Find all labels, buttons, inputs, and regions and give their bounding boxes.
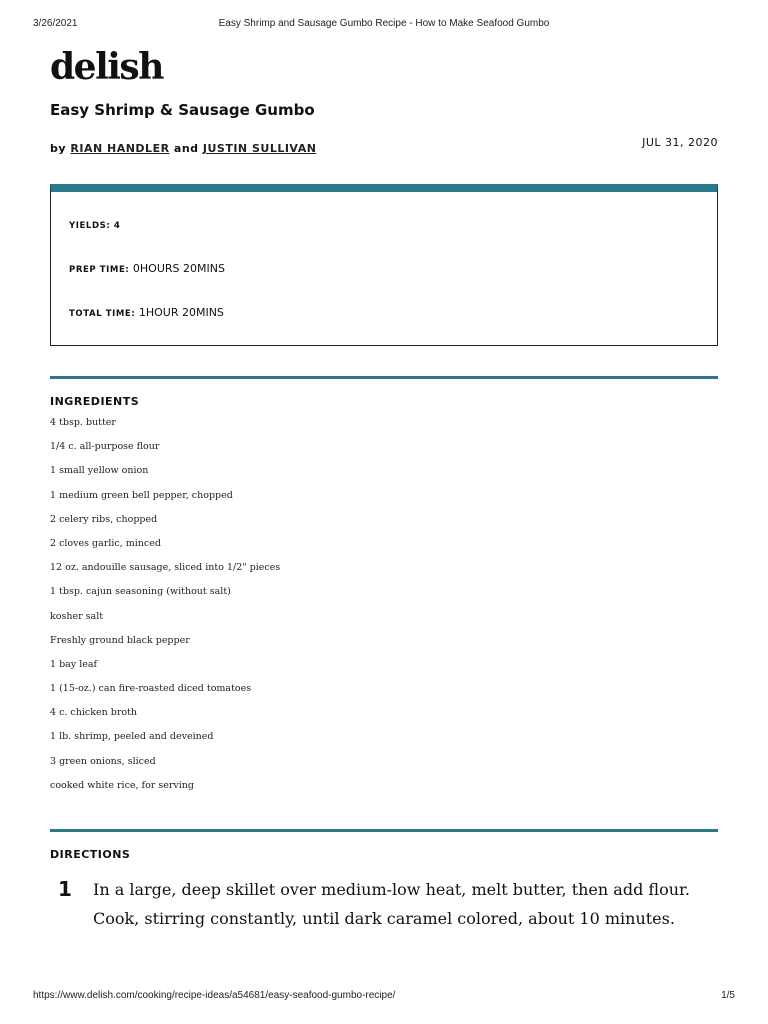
total-time-label: TOTAL TIME: (69, 309, 136, 319)
delish-logo[interactable]: delish (50, 46, 163, 88)
ingredient-item: 1 lb. shrimp, peeled and deveined (50, 731, 214, 743)
total-time-row (69, 306, 699, 350)
byline-by: by (50, 142, 67, 155)
ingredient-item: 4 tbsp. butter (50, 417, 116, 428)
recipe-content (50, 40, 718, 933)
total-time-value: 1HOUR 20MINS (138, 306, 224, 319)
byline-and: and (173, 142, 199, 155)
byline (50, 136, 718, 162)
step-text: In a large, deep skillet over medium-low heat, melt butter, then add flour. Cook, stirring constantly, until dark caramel colored, about 10 minutes. (93, 880, 690, 928)
print-date: 3/26/2021 (33, 18, 78, 29)
print-footer (33, 990, 735, 1004)
ingredient-item: kosher salt (50, 610, 104, 622)
ingredient-item: 2 celery ribs, chopped (50, 513, 158, 525)
ingredients-heading: INGREDIENTS (50, 395, 140, 408)
author-link-rian-handler[interactable]: RIAN HANDLER (70, 142, 170, 155)
directions-divider (50, 829, 718, 832)
recipe-summary-box (50, 184, 718, 346)
ingredient-item: 1 tbsp. cajun seasoning (without salt) (50, 586, 231, 598)
recipe-title: Easy Shrimp & Sausage Gumbo (50, 101, 315, 119)
yields-row (69, 218, 699, 262)
yields-label: YIELDS: (69, 221, 111, 231)
direction-step (50, 875, 718, 933)
ingredients-divider (50, 376, 718, 379)
prep-time-row (69, 262, 699, 306)
ingredient-item: 3 green onions, sliced (50, 755, 156, 767)
print-header (33, 18, 735, 32)
prep-time-value: 0HOURS 20MINS (132, 262, 225, 275)
ingredient-item: 1 small yellow onion (50, 465, 149, 477)
publish-date: JUL 31, 2020 (642, 136, 718, 149)
author-link-justin-sullivan[interactable]: JUSTIN SULLIVAN (202, 142, 317, 155)
ingredient-item: cooked white rice, for serving (50, 779, 194, 791)
yields-value: 4 (113, 221, 121, 231)
print-url[interactable]: https://www.delish.com/cooking/recipe-ideas/a54681/easy-seafood-gumbo-recipe/ (33, 990, 396, 1001)
ingredient-item: 1 medium green bell pepper, chopped (50, 489, 233, 501)
ingredient-item: 12 oz. andouille sausage, sliced into 1/2" pieces (50, 562, 281, 574)
print-document-title: Easy Shrimp and Sausage Gumbo Recipe - How to Make Seafood Gumbo (218, 18, 550, 29)
page-number: 1/5 (721, 990, 735, 1001)
prep-time-label: PREP TIME: (69, 265, 130, 275)
directions-heading: DIRECTIONS (50, 848, 131, 861)
ingredient-item: 1 bay leaf (50, 658, 98, 670)
ingredient-item: 4 c. chicken broth (50, 707, 138, 719)
ingredient-item: 1 (15-oz.) can fire-roasted diced tomatoes (50, 683, 252, 695)
ingredient-item: 1/4 c. all-purpose flour (50, 441, 160, 453)
ingredient-item: Freshly ground black pepper (50, 634, 190, 646)
ingredient-item: 2 cloves garlic, minced (50, 537, 161, 549)
step-number: 1 (58, 877, 72, 901)
ingredient-list (50, 416, 718, 803)
